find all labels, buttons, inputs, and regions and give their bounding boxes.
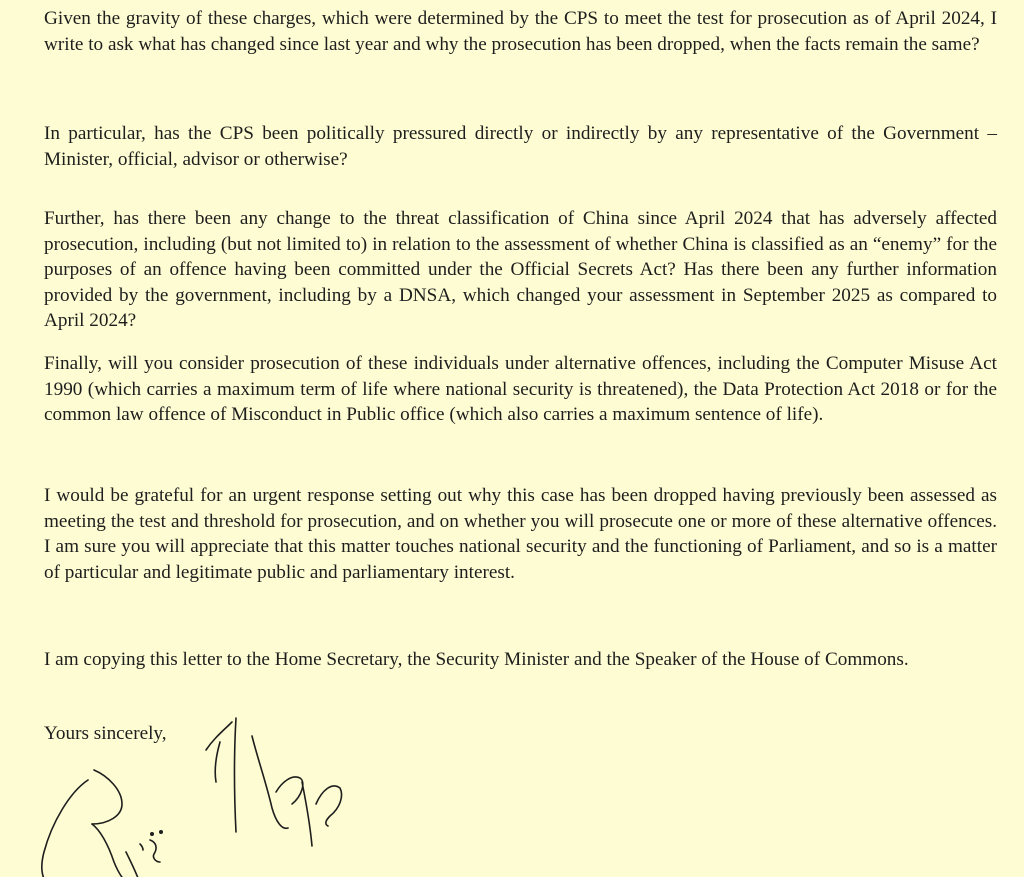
paragraph-copy-recipients: I am copying this letter to the Home Secretary, the Security Minister and the Speaker of the House of Commons.	[44, 649, 909, 670]
closing-salutation: Yours sincerely,	[44, 723, 167, 744]
handwritten-signature	[30, 712, 370, 877]
paragraph-alternative-offences: Finally, will you consider prosecution of these individuals under alternative offences, including the Computer Misuse Act 1990 (which carries a maximum term of life where national security is threatened), the Data Protection Act 2018 or for the common law offence of Misconduct in Public office (which also carries a maximum sentence of life).	[44, 353, 997, 425]
paragraph-urgent-response: I would be grateful for an urgent response setting out why this case has been dropped having previously been assessed as meeting the test and threshold for prosecution, and on whether you will prosecute one or more of these alternative offences. I am sure you will appreciate that this matter touches national security and the functioning of Parliament, and so is a matter of particular and legitimate public and parliamentary interest.	[44, 485, 997, 583]
paragraph-political-pressure: In particular, has the CPS been politically pressured directly or indirectly by any representative of the Government – Minister, official, advisor or otherwise?	[44, 123, 997, 170]
paragraph-charges-gravity: Given the gravity of these charges, which were determined by the CPS to meet the test for prosecution as of April 2024, I write to ask what has changed since last year and why the prosecution has been dropped, when the facts remain the same?	[44, 8, 997, 55]
paragraph-threat-classification: Further, has there been any change to the threat classification of China since April 2024 that has adversely affected prosecution, including (but not limited to) in relation to the assessment of whether China is classified as an “enemy” for the purposes of an offence having been committed under the Official Secrets Act? Has there been any further information provided by the government, including by a DNSA, which changed your assessment in September 2025 as compared to April 2024?	[44, 208, 997, 331]
